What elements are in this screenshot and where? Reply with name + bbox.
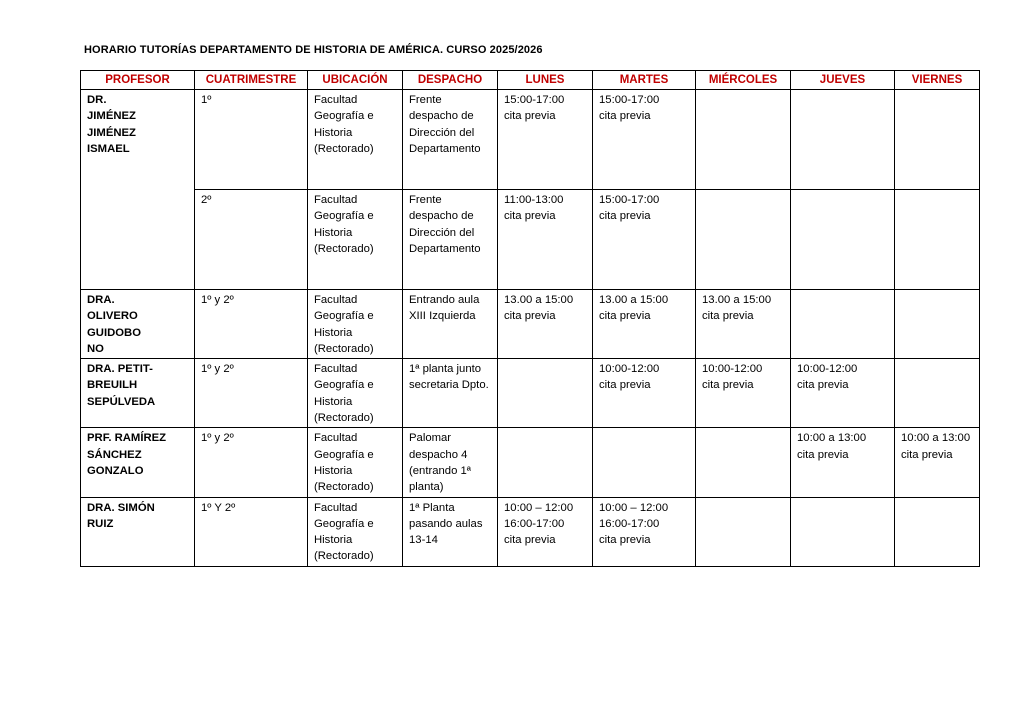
- cell-martes: 13.00 a 15:00 cita previa: [593, 290, 696, 359]
- cell-profesor: DR. JIMÉNEZ JIMÉNEZ ISMAEL: [81, 90, 195, 290]
- column-header-miercoles: MIÉRCOLES: [696, 71, 791, 90]
- cell-martes: 10:00-12:00 cita previa: [593, 359, 696, 428]
- cell-ubicacion: Facultad Geografía e Historia (Rectorado): [308, 90, 403, 190]
- cell-cuatrimestre: 1º: [195, 90, 308, 190]
- tutoring-schedule-table: [80, 70, 980, 567]
- cell-despacho: 1ª planta junto secretaria Dpto.: [403, 359, 498, 428]
- cell-jueves: 10:00-12:00 cita previa: [791, 359, 895, 428]
- header-row: [81, 71, 980, 90]
- cell-viernes: [895, 90, 980, 190]
- cell-lunes: 11:00-13:00 cita previa: [498, 190, 593, 290]
- cell-viernes: 10:00 a 13:00 cita previa: [895, 428, 980, 497]
- cell-lunes: [498, 359, 593, 428]
- cell-miercoles: 10:00-12:00 cita previa: [696, 359, 791, 428]
- column-header-profesor: PROFESOR: [81, 71, 195, 90]
- cell-cuatrimestre: 2º: [195, 190, 308, 290]
- column-header-despacho: DESPACHO: [403, 71, 498, 90]
- table-row: [81, 90, 980, 190]
- cell-ubicacion: Facultad Geografía e Historia (Rectorado): [308, 190, 403, 290]
- cell-lunes: 10:00 – 12:00 16:00-17:00 cita previa: [498, 497, 593, 566]
- cell-despacho: Frente despacho de Dirección del Departamento: [403, 90, 498, 190]
- column-header-lunes: LUNES: [498, 71, 593, 90]
- cell-profesor: PRF. RAMÍREZ SÁNCHEZ GONZALO: [81, 428, 195, 497]
- table-row: [81, 428, 980, 497]
- cell-miercoles: [696, 90, 791, 190]
- cell-martes: 15:00-17:00 cita previa: [593, 190, 696, 290]
- cell-viernes: [895, 290, 980, 359]
- cell-despacho: Frente despacho de Dirección del Departamento: [403, 190, 498, 290]
- cell-jueves: 10:00 a 13:00 cita previa: [791, 428, 895, 497]
- cell-jueves: [791, 90, 895, 190]
- cell-cuatrimestre: 1º y 2º: [195, 290, 308, 359]
- cell-miercoles: [696, 497, 791, 566]
- cell-profesor: DRA. PETIT- BREUILH SEPÚLVEDA: [81, 359, 195, 428]
- cell-despacho: 1ª Planta pasando aulas 13-14: [403, 497, 498, 566]
- cell-ubicacion: Facultad Geografía e Historia (Rectorado): [308, 428, 403, 497]
- column-header-cuatrimestre: CUATRIMESTRE: [195, 71, 308, 90]
- cell-jueves: [791, 497, 895, 566]
- column-header-viernes: VIERNES: [895, 71, 980, 90]
- column-header-martes: MARTES: [593, 71, 696, 90]
- cell-viernes: [895, 497, 980, 566]
- cell-cuatrimestre: 1º y 2º: [195, 428, 308, 497]
- cell-cuatrimestre: 1º y 2º: [195, 359, 308, 428]
- cell-miercoles: 13.00 a 15:00 cita previa: [696, 290, 791, 359]
- table-row: [81, 359, 980, 428]
- column-header-jueves: JUEVES: [791, 71, 895, 90]
- cell-despacho: Palomar despacho 4 (entrando 1ª planta): [403, 428, 498, 497]
- table-row: [81, 290, 980, 359]
- cell-martes: 15:00-17:00 cita previa: [593, 90, 696, 190]
- cell-lunes: 13.00 a 15:00 cita previa: [498, 290, 593, 359]
- cell-profesor: DRA. OLIVERO GUIDOBO NO: [81, 290, 195, 359]
- table-row: [81, 190, 980, 290]
- cell-despacho: Entrando aula XIII Izquierda: [403, 290, 498, 359]
- document-title: HORARIO TUTORÍAS DEPARTAMENTO DE HISTORIA DE AMÉRICA. CURSO 2025/2026: [84, 44, 543, 56]
- cell-martes: 10:00 – 12:00 16:00-17:00 cita previa: [593, 497, 696, 566]
- cell-viernes: [895, 190, 980, 290]
- table-row: [81, 497, 980, 566]
- cell-ubicacion: Facultad Geografía e Historia (Rectorado): [308, 290, 403, 359]
- cell-ubicacion: Facultad Geografía e Historia (Rectorado): [308, 497, 403, 566]
- cell-martes: [593, 428, 696, 497]
- cell-miercoles: [696, 190, 791, 290]
- cell-profesor: DRA. SIMÓN RUIZ: [81, 497, 195, 566]
- cell-cuatrimestre: 1º Y 2º: [195, 497, 308, 566]
- cell-jueves: [791, 290, 895, 359]
- cell-viernes: [895, 359, 980, 428]
- cell-lunes: [498, 428, 593, 497]
- cell-ubicacion: Facultad Geografía e Historia (Rectorado): [308, 359, 403, 428]
- cell-miercoles: [696, 428, 791, 497]
- column-header-ubicacion: UBICACIÓN: [308, 71, 403, 90]
- cell-lunes: 15:00-17:00 cita previa: [498, 90, 593, 190]
- cell-jueves: [791, 190, 895, 290]
